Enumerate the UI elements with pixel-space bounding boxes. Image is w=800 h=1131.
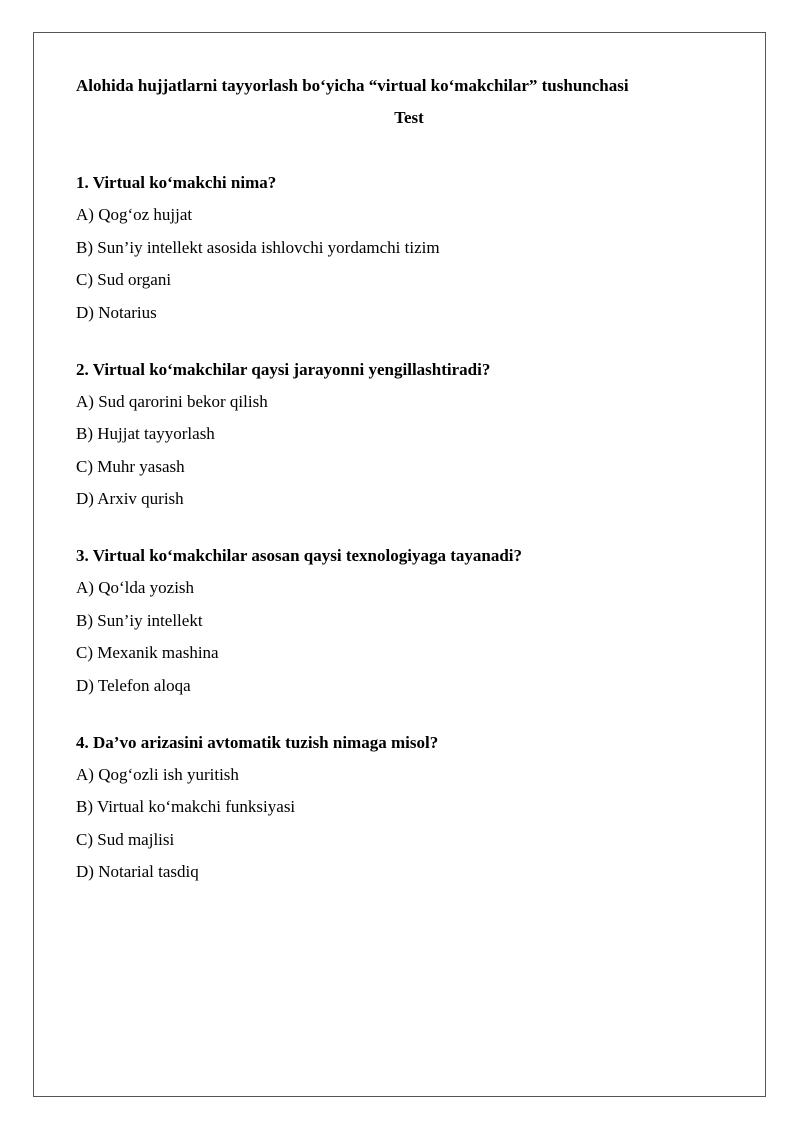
question-4 [76, 731, 736, 885]
question-text: 4. Da’vo arizasini avtomatik tuzish nimaga misol? [76, 732, 439, 752]
answer-option-c: C) Sud organi [76, 270, 172, 289]
question-text: 3. Virtual ko‘makchilar asosan qaysi texnologiyaga tayanadi? [76, 546, 522, 565]
question-text: 2. Virtual ko‘makchilar qaysi jarayonni yengillashtiradi? [76, 359, 491, 379]
answer-option-d: D) Arxiv qurish [76, 489, 184, 508]
document-title: Alohida hujjatlarni tayyorlash bo‘yicha “virtual ko‘makchilar” tushunchasi [76, 76, 629, 95]
answer-option-d: D) Notarius [76, 302, 157, 322]
answer-option-c: C) Sud majlisi [76, 829, 175, 849]
answer-option-c: C) Muhr yasash [76, 456, 185, 476]
question-3 [76, 544, 736, 698]
answer-option-a: A) Qog‘ozli ish yuritish [76, 764, 239, 784]
document-body [76, 74, 736, 917]
answer-option-b: B) Hujjat tayyorlash [76, 424, 215, 443]
answer-option-b: B) Virtual ko‘makchi funksiyasi [76, 797, 296, 816]
answer-option-a: A) Qo‘lda yozish [76, 578, 195, 597]
answer-option-c: C) Mexanik mashina [76, 643, 219, 662]
answer-option-a: A) Qog‘oz hujjat [76, 205, 193, 224]
answer-option-d: D) Telefon aloqa [76, 675, 191, 695]
question-list [76, 171, 736, 884]
question-2 [76, 358, 736, 512]
answer-option-b: B) Sun’iy intellekt asosida ishlovchi yordamchi tizim [76, 237, 440, 257]
answer-option-d: D) Notarial tasdiq [76, 862, 199, 881]
answer-option-a: A) Sud qarorini bekor qilish [76, 391, 268, 411]
question-text: 1. Virtual ko‘makchi nima? [76, 173, 277, 192]
answer-option-b: B) Sun’iy intellekt [76, 610, 203, 630]
document-subtitle: Test [394, 108, 424, 127]
question-1 [76, 171, 736, 325]
